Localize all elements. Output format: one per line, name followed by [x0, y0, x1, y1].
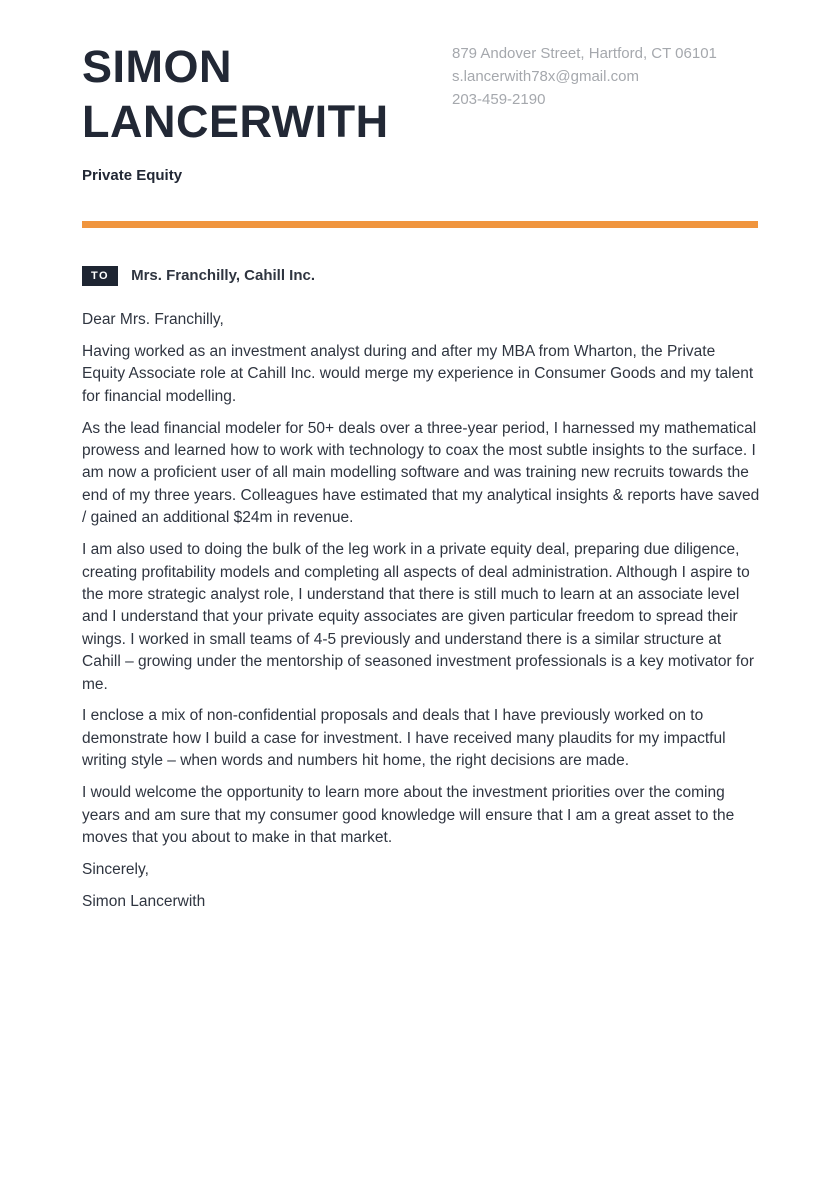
letter-header	[82, 40, 758, 184]
letter-paragraph: I am also used to doing the bulk of the leg work in a private equity deal, preparing due diligence, creating profitability models and completing all aspects of deal administration. Although I aspire to the more strategic analyst role, I understand that there is still much to learn at an associate level and I understand that your private equity associates are given particular freedom to spread their wings. I worked in small teams of 4-5 previously and understand there is a similar structure at Cahill – growing under the mentorship of seasoned investment professionals is a key motivator for me.	[82, 541, 755, 693]
person-name: SIMON LANCERWITH	[82, 41, 389, 147]
contact-address: 879 Andover Street, Hartford, CT 06101	[452, 45, 717, 62]
letter-paragraph: Having worked as an investment analyst during and after my MBA from Wharton, the Private Equity Associate role at Cahill Inc. would merge my experience in Consumer Goods and my talent for financial modelling.	[82, 342, 754, 405]
contact-phone: 203-459-2190	[452, 91, 546, 108]
salutation: Dear Mrs. Franchilly,	[82, 310, 224, 328]
contact-email: s.lancerwith78x@gmail.com	[452, 68, 639, 85]
contact-info	[452, 42, 772, 111]
recipient-row	[82, 266, 758, 286]
letter-paragraph: I would welcome the opportunity to learn more about the investment priorities over the coming years and am sure that my consumer good knowledge will ensure that I am a great asset to the moves that you about to make in that market.	[82, 784, 735, 846]
letter-paragraph: As the lead financial modeler for 50+ deals over a three-year period, I harnessed my mathematical prowess and learned how to work with technology to coax the most subtle insights to the surface. I am now a proficient user of all main modelling software and was training new recruits towards the end of my three years. Colleagues have estimated that my analytical insights & reports have saved / gained an additional $24m in revenue.	[82, 419, 760, 527]
job-title: Private Equity	[82, 166, 183, 184]
accent-divider	[82, 221, 758, 228]
recipient-name: Mrs. Franchilly, Cahill Inc.	[131, 267, 316, 285]
to-badge: TO	[82, 266, 118, 286]
letter-paragraph: I enclose a mix of non-confidential proposals and deals that I have previously worked on to demonstrate how I build a case for investment. I have received many plaudits for my impactful writing style – when words and numbers hit home, the right decisions are made.	[82, 707, 726, 770]
signature: Simon Lancerwith	[82, 892, 206, 910]
closing: Sincerely,	[82, 860, 149, 878]
letter-body	[82, 309, 762, 913]
